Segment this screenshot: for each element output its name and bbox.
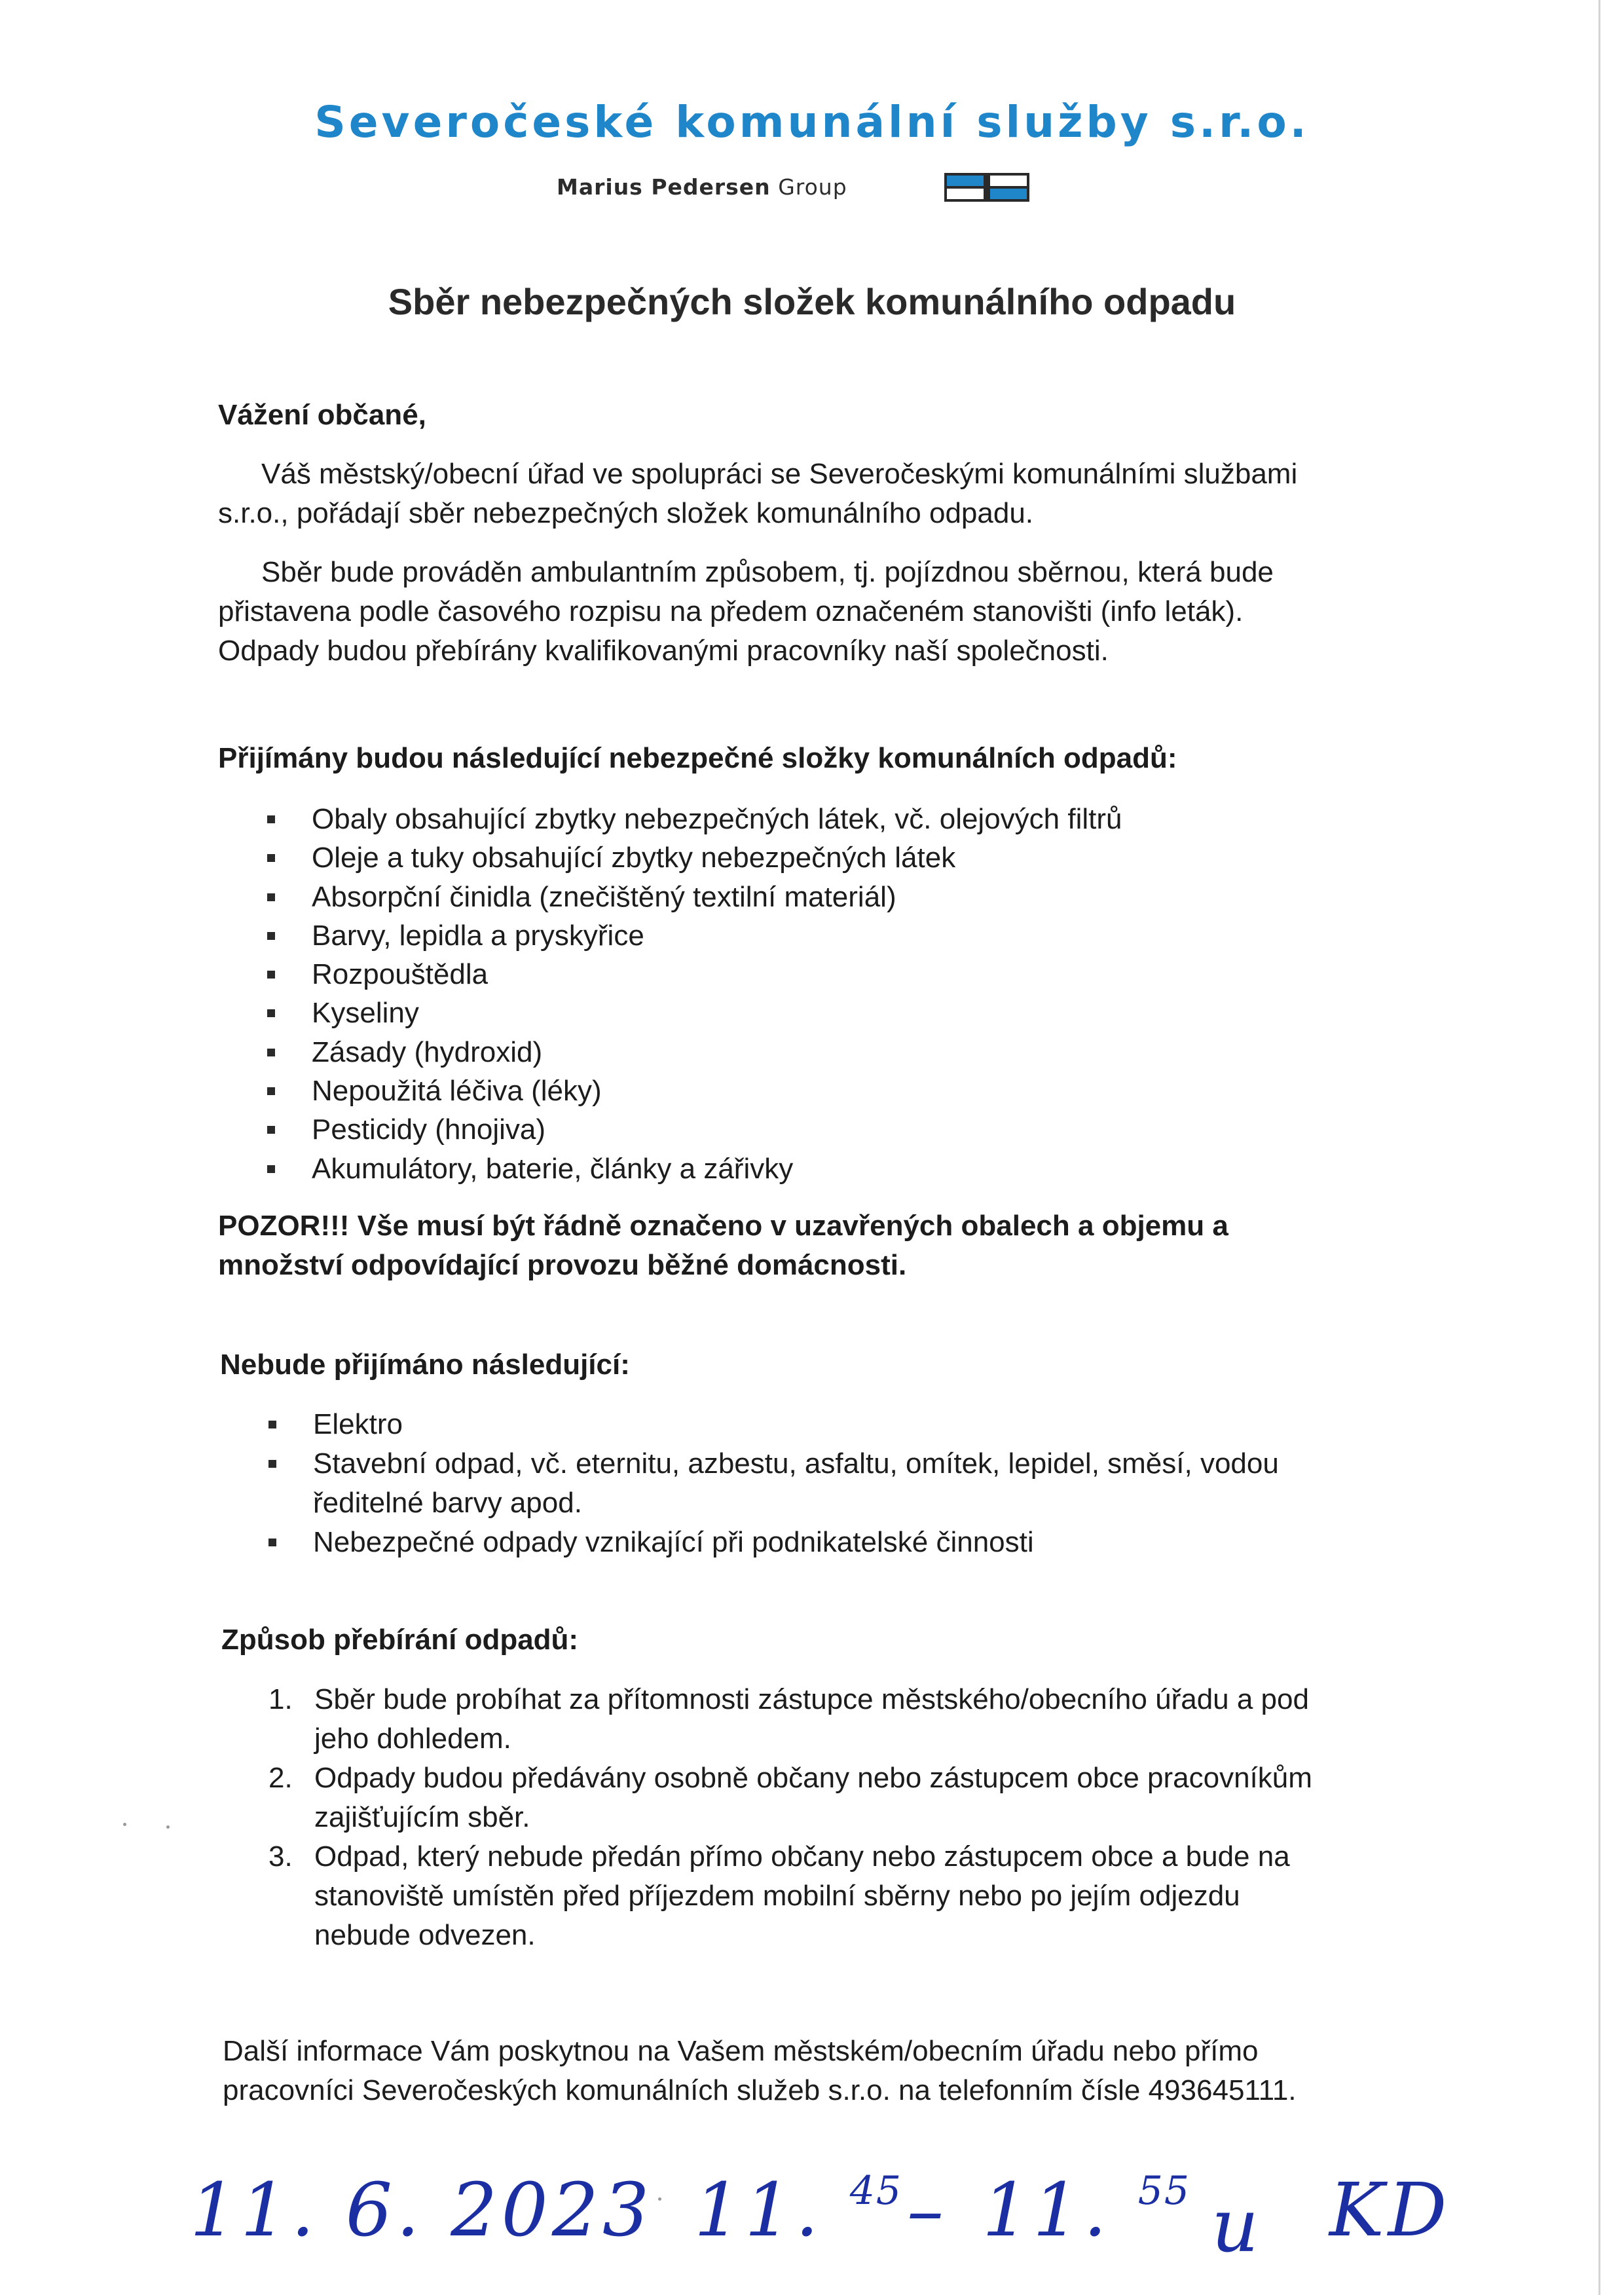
list-item: Oleje a tuky obsahující zbytky nebezpečných látek [267, 838, 1420, 877]
footer-contact [223, 2032, 1414, 2110]
handwritten-date: 11. 6. 2023 [190, 2168, 654, 2253]
intro-p1-line-2: s.r.o., pořádají sběr nebezpečných složek komunálního odpadu. [218, 497, 1034, 529]
footer-line-1: Další informace Vám poskytnou na Vašem městském/obecním úřadu nebo přímo [223, 2035, 1259, 2067]
greeting: Vážení občané, [218, 399, 426, 431]
list-item: Elektro [268, 1405, 1421, 1444]
method-heading: Způsob přebírání odpadů: [221, 1624, 579, 1656]
list-item: Stavební odpad, vč. eternitu, azbestu, asfaltu, omítek, lepidel, směsí, vodou ředitelné barvy apod. [268, 1444, 1421, 1523]
handwritten-place: KD [1329, 2168, 1451, 2253]
list-item: Rozpouštědla [267, 955, 1420, 994]
handwritten-dash: – [907, 2168, 948, 2253]
warning-note [218, 1206, 1410, 1285]
item-number: 2. [268, 1762, 293, 1794]
group-line [557, 172, 1028, 204]
company-flag-logo [944, 173, 1029, 202]
warning-line-1: POZOR!!! Vše musí být řádně označeno v uzavřených obalech a objemu a [218, 1210, 1228, 1242]
footer-line-2: pracovníci Severočeských komunálních služeb s.r.o. na telefonním čísle 493645111. [223, 2074, 1297, 2106]
handwritten-time-end: 11. $^{55}$ [982, 2168, 1191, 2253]
list-item: Akumulátory, baterie, články a zářivky [267, 1149, 1420, 1188]
handwritten-note [190, 2168, 1473, 2273]
handwritten-time-start: 11. $^{45}$ [694, 2168, 903, 2253]
list-item: Nepoužitá léčiva (léky) [267, 1072, 1420, 1110]
list-item: Zásady (hydroxid) [267, 1033, 1420, 1072]
group-label-rest: Group [778, 174, 847, 200]
list-item: Kyseliny [267, 994, 1420, 1032]
intro-p2-line-1: Sběr bude prováděn ambulantním způsobem, tj. pojízdnou sběrnou, která bude [261, 556, 1274, 588]
method-list [268, 1680, 1421, 1955]
list-item: 3. Odpad, který nebude předán přímo občany nebo zástupcem obce a bude na stanoviště umístěn před příjezdem mobilní sběrny nebo po jejím odjezdu nebude odvezen. [268, 1837, 1421, 1955]
scan-speck [166, 1825, 170, 1829]
list-item: 2. Odpady budou předávány osobně občany nebo zástupcem obce pracovníkům zajišťujícím sběr. [268, 1759, 1421, 1837]
accepted-heading: Přijímány budou následující nebezpečné složky komunálních odpadů: [218, 742, 1177, 774]
handwritten-at: u [1211, 2184, 1263, 2269]
rejected-list [268, 1405, 1421, 1562]
list-item: 1. Sběr bude probíhat za přítomnosti zástupce městského/obecního úřadu a pod jeho dohledem. [268, 1680, 1421, 1759]
accepted-list [267, 800, 1420, 1188]
item-number: 3. [268, 1840, 293, 1873]
group-label [557, 174, 847, 200]
scan-edge [1598, 0, 1600, 2295]
warning-line-2: množství odpovídající provozu běžné domácnosti. [218, 1249, 907, 1281]
group-label-bold: Marius Pedersen [557, 174, 771, 200]
list-item: Obaly obsahující zbytky nebezpečných látek, vč. olejových filtrů [267, 800, 1420, 838]
intro-p2-line-3: Odpady budou přebírány kvalifikovanými pracovníky naší společnosti. [218, 635, 1109, 667]
intro-p2-line-2: přistavena podle časového rozpisu na předem označeném stanovišti (info leták). [218, 595, 1244, 627]
intro-paragraph-1 [218, 455, 1410, 533]
company-name: Severočeské komunální služby s.r.o. [314, 97, 1310, 147]
scan-speck [123, 1823, 126, 1826]
list-item: Barvy, lepidla a pryskyřice [267, 916, 1420, 955]
scan-speck [658, 2197, 661, 2201]
document-title: Sběr nebezpečných složek komunálního odpadu [388, 281, 1236, 322]
intro-p1-line-1: Váš městský/obecní úřad ve spolupráci se Severočeskými komunálními službami [261, 458, 1298, 490]
list-item: Pesticidy (hnojiva) [267, 1110, 1420, 1149]
rejected-heading: Nebude přijímáno následující: [220, 1349, 630, 1381]
list-item: Nebezpečné odpady vznikající při podnikatelské činnosti [268, 1523, 1421, 1562]
list-item: Absorpční činidla (znečištěný textilní materiál) [267, 878, 1420, 916]
item-number: 1. [268, 1683, 293, 1715]
intro-paragraph-2 [218, 553, 1410, 671]
